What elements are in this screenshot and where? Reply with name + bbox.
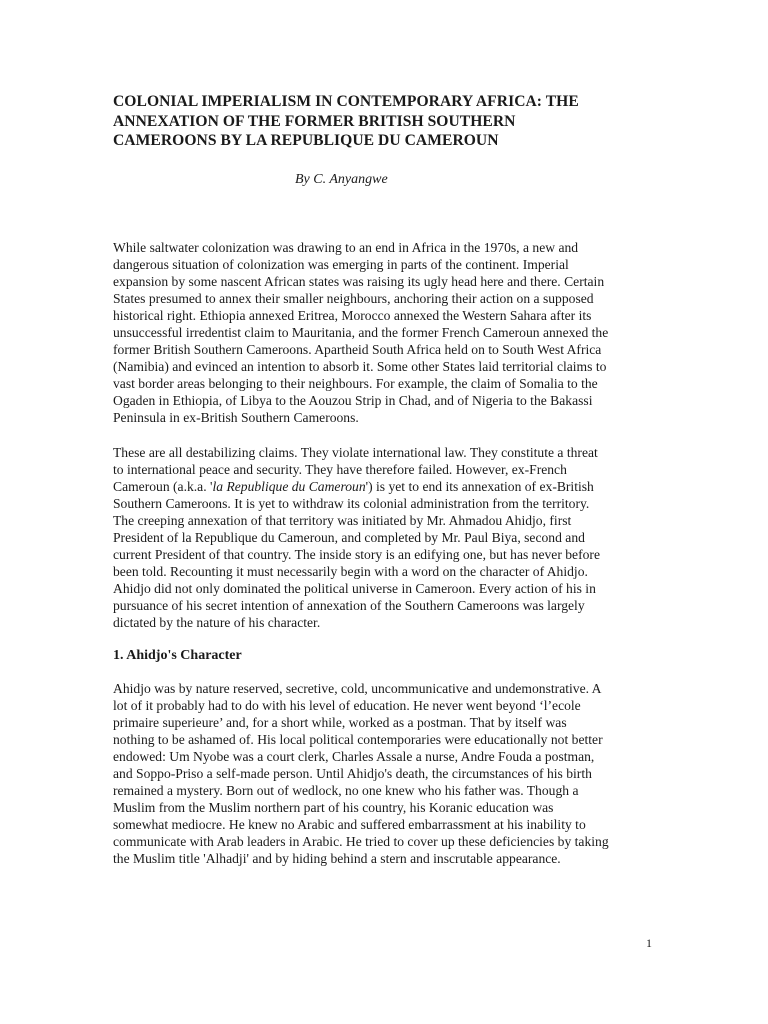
text-line: The creeping annexation of that territory was initiated by Mr. Ahmadou Ahidjo, first [113, 513, 572, 529]
text-line: lot of it probably had to do with his level of education. He never went beyond ‘l’ecole [113, 698, 581, 714]
text-line: Muslim from the Muslim northern part of his country, his Koranic education was [113, 800, 554, 816]
text-line: (Namibia) and evinced an intention to absorb it. Some other States laid territorial claims to [113, 359, 607, 375]
text-line: and Soppo-Priso a self-made person. Until Ahidjo's death, the circumstances of his birth [113, 766, 592, 782]
page-number: 1 [646, 936, 652, 950]
text-line: President of la Republique du Cameroun, and completed by Mr. Paul Biya, second and [113, 530, 585, 546]
text-fragment: Cameroun (a.k.a. ' [113, 479, 213, 495]
paragraph-claims [113, 444, 659, 632]
text-line: been told. Recounting it must necessarily begin with a word on the character of Ahidjo. [113, 564, 588, 580]
text-line: primaire superieure’ and, for a short while, worked as a postman. That by itself was [113, 715, 567, 731]
section-title: . Ahidjo's Character [120, 648, 242, 663]
text-line: the Muslim title 'Alhadji' and by hiding behind a stern and inscrutable appearance. [113, 851, 561, 867]
text-line: to international peace and security. They have therefore failed. However, ex-French [113, 462, 567, 478]
text-line: dangerous situation of colonization was emerging in parts of the continent. Imperial [113, 257, 569, 273]
text-line: remained a mystery. Born out of wedlock, no one knew who his father was. Though a [113, 783, 579, 799]
text-line [113, 478, 659, 495]
text-fragment: ') is yet to end its annexation of ex-British [365, 479, 594, 495]
text-line: These are all destabilizing claims. They violate international law. They constitute a threat [113, 445, 598, 460]
text-line: somewhat mediocre. He knew no Arabic and suffered embarrassment at his inability to [113, 817, 586, 833]
text-line: Ahidjo did not only dominated the political universe in Cameroon. Every action of his in [113, 581, 596, 597]
text-line: vast border areas belonging to their neighbours. For example, the claim of Somalia to the [113, 376, 598, 392]
section-heading [113, 647, 242, 664]
text-line: current President of that country. The inside story is an edifying one, but has never before [113, 547, 600, 563]
text-line: Southern Cameroons. It is yet to withdraw its colonial administration from the territory. [113, 496, 590, 512]
text-line: Ogaden in Ethiopia, of Libya to the Aouzou Strip in Chad, and of Nigeria to the Bakassi [113, 393, 593, 409]
title-line: CAMEROONS BY LA REPUBLIQUE DU CAMEROUN [113, 132, 499, 149]
text-line: nothing to be ashamed of. His local political contemporaries were educationally not better [113, 732, 603, 748]
text-line: historical right. Ethiopia annexed Eritrea, Morocco annexed the Western Sahara after its [113, 308, 592, 324]
section-number: 1 [113, 648, 120, 663]
text-line: Ahidjo was by nature reserved, secretive, cold, uncommunicative and undemonstrative. A [113, 681, 602, 696]
title-line: ANNEXATION OF THE FORMER BRITISH SOUTHERN [113, 112, 516, 130]
text-line: unsuccessful irredentist claim to Mauritania, and the former French Cameroun annexed the [113, 325, 609, 341]
text-line: States presumed to annex their smaller neighbours, anchoring their action on a supposed [113, 291, 594, 307]
paragraph-intro [113, 239, 659, 427]
italic-name: la Republique du Cameroun [212, 479, 366, 495]
text-line: pursuance of his secret intention of annexation of the Southern Cameroons was largely [113, 598, 585, 614]
text-line: Peninsula in ex-British Southern Cameroons. [113, 410, 359, 426]
document-title [113, 92, 673, 151]
text-line: communicate with Arab leaders in Arabic. He tried to cover up these deficiencies by taking [113, 834, 609, 850]
text-line: While saltwater colonization was drawing to an end in Africa in the 1970s, a new and [113, 240, 579, 255]
author-byline: By C. Anyangwe [295, 172, 388, 187]
paragraph-character [113, 680, 659, 868]
text-line: expansion by some nascent African states was raising its ugly head here and there. Certain [113, 274, 605, 290]
text-line: endowed: Um Nyobe was a court clerk, Charles Assale a nurse, Andre Fouda a postman, [113, 749, 595, 765]
text-line: former British Southern Cameroons. Apartheid South Africa held on to South West Africa [113, 342, 602, 358]
title-line: COLONIAL IMPERIALISM IN CONTEMPORARY AFRICA: THE [113, 93, 579, 110]
text-line: dictated by the nature of his character. [113, 615, 321, 631]
